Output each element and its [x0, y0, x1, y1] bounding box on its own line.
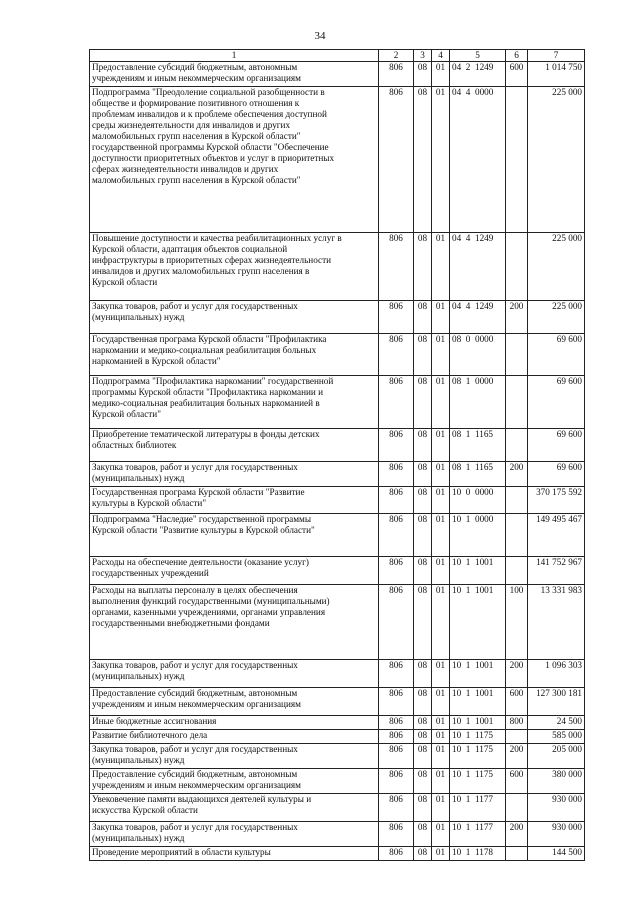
row-name-cell: Предоставление субсидий бюджетным, автономным учреждениям и иным некоммерческим организациям [90, 688, 379, 716]
target-article-cell: 10 1 1175 [450, 744, 506, 769]
ministry-code-cell: 806 [379, 462, 414, 487]
expense-type-cell: 600 [506, 769, 528, 794]
section-code-cell: 08 [414, 822, 432, 847]
subsection-code-cell: 01 [432, 688, 450, 716]
section-code-cell: 08 [414, 794, 432, 822]
expense-type-cell [506, 557, 528, 585]
header-col-3: 3 [414, 50, 432, 62]
target-article-cell: 08 0 0000 [450, 334, 506, 376]
amount-cell: 13 331 983 [528, 585, 585, 660]
table-row [90, 688, 585, 716]
ministry-code-cell: 806 [379, 744, 414, 769]
table-row [90, 744, 585, 769]
amount-cell: 370 175 592 [528, 487, 585, 514]
section-code-cell: 08 [414, 376, 432, 429]
subsection-code-cell: 01 [432, 462, 450, 487]
row-name-cell: Увековечение памяти выдающихся деятелей культуры и искусства Курской области [90, 794, 379, 822]
ministry-code-cell: 806 [379, 301, 414, 334]
table-row [90, 794, 585, 822]
row-name-cell: Государственная програма Курской области "Профилактика наркомании и медико-социальная реабилитация больных наркоманией в Курской области" [90, 334, 379, 376]
ministry-code-cell: 806 [379, 487, 414, 514]
ministry-code-cell: 806 [379, 822, 414, 847]
amount-cell: 1 096 303 [528, 660, 585, 688]
row-name-cell: Подпрограмма "Наследие" государственной программы Курской области "Развитие культуры в Курской области" [90, 514, 379, 557]
row-name-cell: Приобретение тематической литературы в фонды детских областных библиотек [90, 429, 379, 462]
row-name-cell: Повышение доступности и качества реабилитационных услуг в Курской области, адаптация объектов социальной инфраструктуры в приоритетных сферах жизнедеятельности инвалидов и других маломобильных групп населения в Курской области [90, 233, 379, 301]
amount-cell: 225 000 [528, 233, 585, 301]
amount-cell: 69 600 [528, 334, 585, 376]
row-name-cell: Расходы на обеспечение деятельности (оказание услуг) государственных учреждений [90, 557, 379, 585]
expense-type-cell: 600 [506, 688, 528, 716]
amount-cell: 225 000 [528, 301, 585, 334]
amount-cell: 149 495 467 [528, 514, 585, 557]
target-article-cell: 10 1 1178 [450, 847, 506, 861]
amount-cell: 69 600 [528, 429, 585, 462]
section-code-cell: 08 [414, 429, 432, 462]
amount-cell: 930 000 [528, 794, 585, 822]
row-name-cell: Расходы на выплаты персоналу в целях обеспечения выполнения функций государственными (муниципальными) органами, казенными учреждениями, органами управления государственными внебюджетными фондами [90, 585, 379, 660]
amount-cell: 380 000 [528, 769, 585, 794]
table-row [90, 301, 585, 334]
target-article-cell: 10 1 0000 [450, 514, 506, 557]
amount-cell: 24 500 [528, 716, 585, 730]
ministry-code-cell: 806 [379, 376, 414, 429]
section-code-cell: 08 [414, 487, 432, 514]
section-code-cell: 08 [414, 514, 432, 557]
expense-type-cell: 200 [506, 822, 528, 847]
target-article-cell: 04 2 1249 [450, 62, 506, 87]
section-code-cell: 08 [414, 334, 432, 376]
table-row [90, 487, 585, 514]
target-article-cell: 04 4 0000 [450, 87, 506, 233]
target-article-cell: 10 0 0000 [450, 487, 506, 514]
expense-type-cell [506, 429, 528, 462]
expense-type-cell: 200 [506, 301, 528, 334]
section-code-cell: 08 [414, 660, 432, 688]
target-article-cell: 10 1 1001 [450, 688, 506, 716]
section-code-cell: 08 [414, 688, 432, 716]
table-row [90, 730, 585, 744]
table-row [90, 233, 585, 301]
amount-cell: 69 600 [528, 376, 585, 429]
subsection-code-cell: 01 [432, 744, 450, 769]
expense-type-cell: 200 [506, 744, 528, 769]
subsection-code-cell: 01 [432, 376, 450, 429]
header-col-1: 1 [90, 50, 379, 62]
subsection-code-cell: 01 [432, 822, 450, 847]
table-row [90, 514, 585, 557]
expense-type-cell [506, 334, 528, 376]
target-article-cell: 10 1 1177 [450, 822, 506, 847]
target-article-cell: 10 1 1001 [450, 557, 506, 585]
row-name-cell: Развитие библиотечного дела [90, 730, 379, 744]
ministry-code-cell: 806 [379, 688, 414, 716]
table-row [90, 660, 585, 688]
subsection-code-cell: 01 [432, 301, 450, 334]
ministry-code-cell: 806 [379, 557, 414, 585]
table-row [90, 716, 585, 730]
section-code-cell: 08 [414, 301, 432, 334]
table-row [90, 429, 585, 462]
budget-table [89, 49, 585, 861]
row-name-cell: Подпрограмма "Профилактика наркомании" государственной программы Курской области "Профилактика наркомании и медико-социальная реабилитация больных наркоманией в Курской области" [90, 376, 379, 429]
expense-type-cell [506, 514, 528, 557]
table-row [90, 557, 585, 585]
row-name-cell: Государственная програма Курской области "Развитие культуры в Курской области" [90, 487, 379, 514]
section-code-cell: 08 [414, 716, 432, 730]
subsection-code-cell: 01 [432, 557, 450, 585]
subsection-code-cell: 01 [432, 233, 450, 301]
amount-cell: 144 500 [528, 847, 585, 861]
subsection-code-cell: 01 [432, 87, 450, 233]
expense-type-cell: 200 [506, 660, 528, 688]
header-col-2: 2 [379, 50, 414, 62]
target-article-cell: 10 1 1001 [450, 716, 506, 730]
section-code-cell: 08 [414, 557, 432, 585]
ministry-code-cell: 806 [379, 87, 414, 233]
section-code-cell: 08 [414, 87, 432, 233]
target-article-cell: 10 1 1177 [450, 794, 506, 822]
ministry-code-cell: 806 [379, 794, 414, 822]
row-name-cell: Закупка товаров, работ и услуг для государственных (муниципальных) нужд [90, 822, 379, 847]
row-name-cell: Закупка товаров, работ и услуг для государственных (муниципальных) нужд [90, 660, 379, 688]
row-name-cell: Предоставление субсидий бюджетным, автономным учреждениям и иным некоммерческим организациям [90, 769, 379, 794]
target-article-cell: 10 1 1175 [450, 769, 506, 794]
header-col-4: 4 [432, 50, 450, 62]
subsection-code-cell: 01 [432, 660, 450, 688]
section-code-cell: 08 [414, 462, 432, 487]
section-code-cell: 08 [414, 744, 432, 769]
table-row [90, 847, 585, 861]
amount-cell: 1 014 750 [528, 62, 585, 87]
ministry-code-cell: 806 [379, 660, 414, 688]
ministry-code-cell: 806 [379, 716, 414, 730]
ministry-code-cell: 806 [379, 233, 414, 301]
subsection-code-cell: 01 [432, 514, 450, 557]
expense-type-cell [506, 794, 528, 822]
ministry-code-cell: 806 [379, 730, 414, 744]
expense-type-cell [506, 487, 528, 514]
amount-cell: 141 752 967 [528, 557, 585, 585]
subsection-code-cell: 01 [432, 847, 450, 861]
page-number: 34 [314, 30, 326, 42]
target-article-cell: 04 4 1249 [450, 233, 506, 301]
target-article-cell: 08 1 1165 [450, 462, 506, 487]
amount-cell: 585 000 [528, 730, 585, 744]
expense-type-cell [506, 847, 528, 861]
row-name-cell: Закупка товаров, работ и услуг для государственных (муниципальных) нужд [90, 301, 379, 334]
expense-type-cell [506, 233, 528, 301]
amount-cell: 127 300 181 [528, 688, 585, 716]
section-code-cell: 08 [414, 769, 432, 794]
target-article-cell: 08 1 0000 [450, 376, 506, 429]
table-row [90, 462, 585, 487]
amount-cell: 205 000 [528, 744, 585, 769]
expense-type-cell [506, 87, 528, 233]
ministry-code-cell: 806 [379, 514, 414, 557]
section-code-cell: 08 [414, 62, 432, 87]
table-row [90, 822, 585, 847]
ministry-code-cell: 806 [379, 334, 414, 376]
table-row [90, 62, 585, 87]
row-name-cell: Проведение мероприятий в области культуры [90, 847, 379, 861]
table-row [90, 769, 585, 794]
table-header-row [90, 50, 585, 62]
table-row [90, 585, 585, 660]
section-code-cell: 08 [414, 233, 432, 301]
section-code-cell: 08 [414, 847, 432, 861]
subsection-code-cell: 01 [432, 716, 450, 730]
target-article-cell: 10 1 1001 [450, 660, 506, 688]
row-name-cell: Закупка товаров, работ и услуг для государственных (муниципальных) нужд [90, 744, 379, 769]
expense-type-cell: 100 [506, 585, 528, 660]
expense-type-cell: 200 [506, 462, 528, 487]
subsection-code-cell: 01 [432, 585, 450, 660]
ministry-code-cell: 806 [379, 847, 414, 861]
row-name-cell: Предоставление субсидий бюджетным, автономным учреждениям и иным некоммерческим организациям [90, 62, 379, 87]
table-row [90, 376, 585, 429]
ministry-code-cell: 806 [379, 769, 414, 794]
ministry-code-cell: 806 [379, 585, 414, 660]
row-name-cell: Подпрограмма "Преодоление социальной разобщенности в обществе и формирование позитивного отношения к проблемам инвалидов и к проблеме обеспечения доступной среды жизнедеятельности для инвалидов и других маломобильных групп населения в Курской области" государственной программы Курской области "Обеспечение доступности приоритетных объектов и услуг в приоритетных сферах жизнедеятельности инвалидов и других маломобильных групп населения в Курской области" [90, 87, 379, 233]
amount-cell: 69 600 [528, 462, 585, 487]
expense-type-cell: 600 [506, 62, 528, 87]
subsection-code-cell: 01 [432, 487, 450, 514]
subsection-code-cell: 01 [432, 730, 450, 744]
section-code-cell: 08 [414, 730, 432, 744]
header-col-6: 6 [506, 50, 528, 62]
target-article-cell: 04 4 1249 [450, 301, 506, 334]
subsection-code-cell: 01 [432, 794, 450, 822]
row-name-cell: Иные бюджетные ассигнования [90, 716, 379, 730]
expense-type-cell: 800 [506, 716, 528, 730]
subsection-code-cell: 01 [432, 334, 450, 376]
subsection-code-cell: 01 [432, 429, 450, 462]
section-code-cell: 08 [414, 585, 432, 660]
subsection-code-cell: 01 [432, 62, 450, 87]
expense-type-cell [506, 376, 528, 429]
target-article-cell: 10 1 1001 [450, 585, 506, 660]
target-article-cell: 08 1 1165 [450, 429, 506, 462]
amount-cell: 930 000 [528, 822, 585, 847]
table-row [90, 334, 585, 376]
target-article-cell: 10 1 1175 [450, 730, 506, 744]
ministry-code-cell: 806 [379, 62, 414, 87]
header-col-5: 5 [450, 50, 506, 62]
table-row [90, 87, 585, 233]
row-name-cell: Закупка товаров, работ и услуг для государственных (муниципальных) нужд [90, 462, 379, 487]
header-col-7: 7 [528, 50, 585, 62]
expense-type-cell [506, 730, 528, 744]
ministry-code-cell: 806 [379, 429, 414, 462]
subsection-code-cell: 01 [432, 769, 450, 794]
amount-cell: 225 000 [528, 87, 585, 233]
